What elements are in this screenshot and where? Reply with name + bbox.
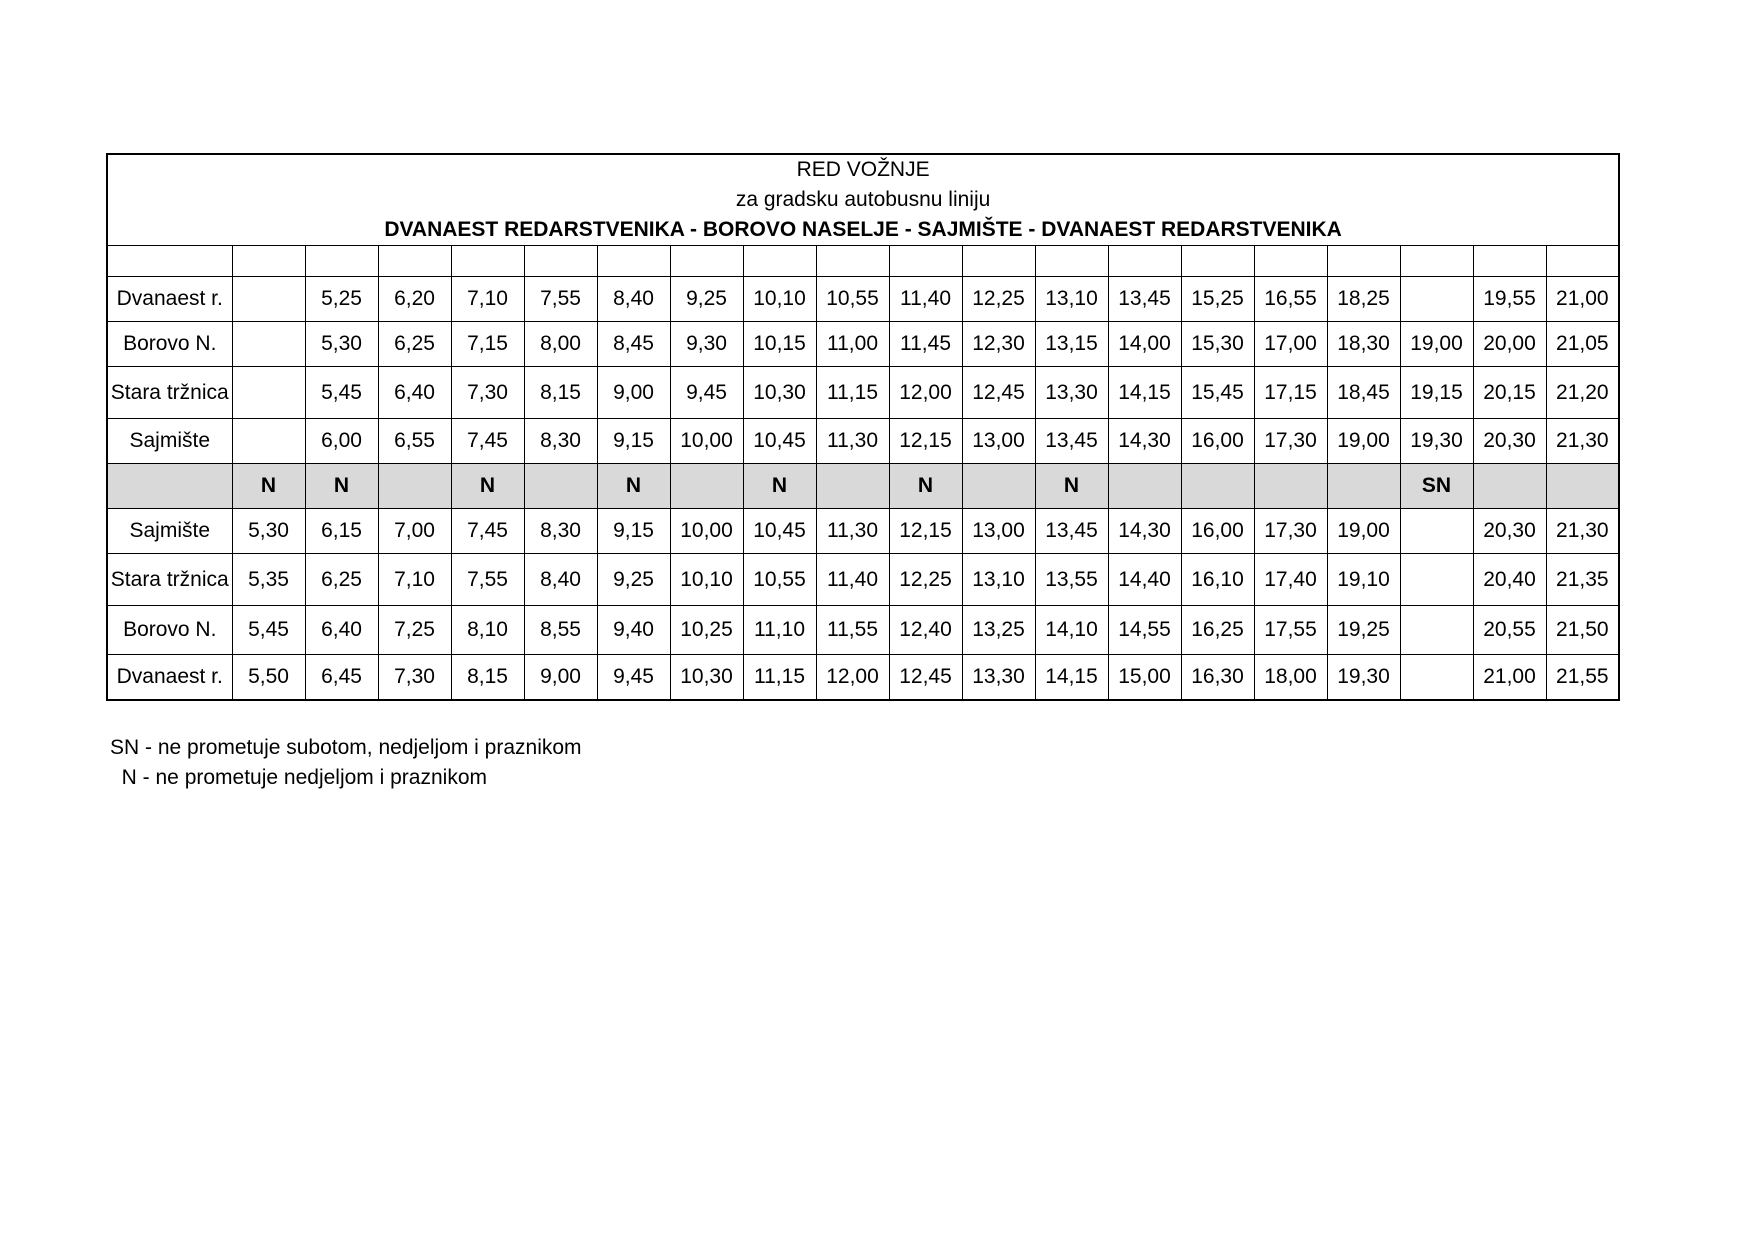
departure-time: 7,55: [451, 554, 524, 606]
departure-time: 13,15: [1035, 322, 1108, 367]
departure-time: 8,15: [451, 655, 524, 701]
service-marker: [816, 464, 889, 509]
departure-time: 8,55: [524, 606, 597, 655]
departure-time: 6,55: [378, 419, 451, 464]
return-row: [107, 606, 1619, 655]
service-marker: N: [305, 464, 378, 509]
departure-time: 5,45: [305, 367, 378, 419]
return-row: [107, 655, 1619, 701]
departure-time: 9,15: [597, 509, 670, 554]
blank-row: [107, 246, 1619, 277]
departure-time: 16,25: [1181, 606, 1254, 655]
stop-name: Stara tržnica: [107, 367, 232, 419]
blank-cell: [1400, 246, 1473, 277]
note-sn: SN - ne prometuje subotom, nedjeljom i praznikom: [110, 736, 582, 759]
departure-time: 15,00: [1108, 655, 1181, 701]
timetable-subheading: za gradsku autobusnu liniju: [735, 188, 991, 211]
stop-name: Dvanaest r.: [107, 655, 232, 701]
service-marker: [1473, 464, 1546, 509]
departure-time: 11,55: [816, 606, 889, 655]
departure-time: 19,00: [1327, 509, 1400, 554]
departure-time: 11,15: [743, 655, 816, 701]
departure-time: 21,00: [1473, 655, 1546, 701]
stop-name: Sajmište: [107, 419, 232, 464]
service-marker: [1181, 464, 1254, 509]
departure-time: 21,00: [1546, 277, 1619, 322]
marker-label-cell: [107, 464, 232, 509]
departure-time: 9,00: [597, 367, 670, 419]
departure-time: 14,15: [1035, 655, 1108, 701]
departure-time: 13,45: [1035, 509, 1108, 554]
departure-time: 5,45: [232, 606, 305, 655]
departure-time: 5,30: [305, 322, 378, 367]
departure-time: 12,45: [889, 655, 962, 701]
departure-time: 16,00: [1181, 509, 1254, 554]
departure-time: 6,00: [305, 419, 378, 464]
departure-time: 5,25: [305, 277, 378, 322]
departure-time: 10,00: [670, 419, 743, 464]
departure-time: 10,15: [743, 322, 816, 367]
stop-name: Dvanaest r.: [107, 277, 232, 322]
departure-time: 14,15: [1108, 367, 1181, 419]
departure-time: 10,30: [743, 367, 816, 419]
outbound-row: [107, 322, 1619, 367]
departure-time: 9,45: [597, 655, 670, 701]
departure-time: 20,30: [1473, 509, 1546, 554]
blank-cell: [670, 246, 743, 277]
service-marker: N: [1035, 464, 1108, 509]
departure-time: 7,15: [451, 322, 524, 367]
blank-cell: [1181, 246, 1254, 277]
departure-time: 15,45: [1181, 367, 1254, 419]
departure-time: 21,30: [1546, 509, 1619, 554]
departure-time: 14,55: [1108, 606, 1181, 655]
blank-cell: [743, 246, 816, 277]
stop-name: Borovo N.: [107, 606, 232, 655]
service-marker: [1254, 464, 1327, 509]
departure-time: [1400, 554, 1473, 606]
blank-cell: [1035, 246, 1108, 277]
departure-time: 21,50: [1546, 606, 1619, 655]
departure-time: 11,40: [889, 277, 962, 322]
service-marker: N: [451, 464, 524, 509]
departure-time: 8,40: [597, 277, 670, 322]
departure-time: 8,30: [524, 419, 597, 464]
departure-time: [1400, 509, 1473, 554]
departure-time: 12,45: [962, 367, 1035, 419]
blank-cell: [597, 246, 670, 277]
departure-time: 8,00: [524, 322, 597, 367]
departure-time: 9,25: [670, 277, 743, 322]
departure-time: 13,30: [1035, 367, 1108, 419]
service-marker-row: [107, 464, 1619, 509]
departure-time: 14,30: [1108, 419, 1181, 464]
departure-time: 11,30: [816, 509, 889, 554]
departure-time: 12,00: [816, 655, 889, 701]
outbound-row: [107, 419, 1619, 464]
departure-time: 7,25: [378, 606, 451, 655]
departure-time: 9,15: [597, 419, 670, 464]
departure-time: 13,10: [962, 554, 1035, 606]
departure-time: 8,40: [524, 554, 597, 606]
service-marker: [1327, 464, 1400, 509]
service-marker: N: [597, 464, 670, 509]
blank-cell: [232, 246, 305, 277]
departure-time: 19,30: [1400, 419, 1473, 464]
blank-cell: [107, 246, 232, 277]
departure-time: 11,40: [816, 554, 889, 606]
departure-time: 21,05: [1546, 322, 1619, 367]
departure-time: 12,40: [889, 606, 962, 655]
service-marker: [378, 464, 451, 509]
departure-time: 7,30: [451, 367, 524, 419]
departure-time: 18,00: [1254, 655, 1327, 701]
departure-time: 19,00: [1327, 419, 1400, 464]
departure-time: 16,10: [1181, 554, 1254, 606]
departure-time: 15,30: [1181, 322, 1254, 367]
departure-time: 10,25: [670, 606, 743, 655]
departure-time: [1400, 655, 1473, 701]
departure-time: 18,30: [1327, 322, 1400, 367]
departure-time: 21,55: [1546, 655, 1619, 701]
departure-time: 6,40: [305, 606, 378, 655]
blank-cell: [1254, 246, 1327, 277]
departure-time: 8,30: [524, 509, 597, 554]
departure-time: 6,15: [305, 509, 378, 554]
departure-time: 11,10: [743, 606, 816, 655]
departure-time: 13,45: [1108, 277, 1181, 322]
departure-time: 21,20: [1546, 367, 1619, 419]
departure-time: 20,40: [1473, 554, 1546, 606]
return-row: [107, 554, 1619, 606]
departure-time: 17,00: [1254, 322, 1327, 367]
departure-time: 14,40: [1108, 554, 1181, 606]
blank-cell: [451, 246, 524, 277]
departure-time: [1400, 606, 1473, 655]
departure-time: 20,00: [1473, 322, 1546, 367]
departure-time: 19,10: [1327, 554, 1400, 606]
departure-time: 10,30: [670, 655, 743, 701]
departure-time: 13,00: [962, 419, 1035, 464]
departure-time: 7,00: [378, 509, 451, 554]
blank-cell: [889, 246, 962, 277]
departure-time: 11,00: [816, 322, 889, 367]
departure-time: 7,45: [451, 509, 524, 554]
departure-time: 20,55: [1473, 606, 1546, 655]
departure-time: 18,25: [1327, 277, 1400, 322]
departure-time: 14,00: [1108, 322, 1181, 367]
departure-time: 10,10: [743, 277, 816, 322]
departure-time: 17,30: [1254, 419, 1327, 464]
departure-time: 10,00: [670, 509, 743, 554]
blank-cell: [378, 246, 451, 277]
departure-time: 12,00: [889, 367, 962, 419]
departure-time: 5,35: [232, 554, 305, 606]
departure-time: 17,30: [1254, 509, 1327, 554]
departure-time: 19,15: [1400, 367, 1473, 419]
blank-cell: [816, 246, 889, 277]
departure-time: 12,30: [962, 322, 1035, 367]
departure-time: 12,15: [889, 419, 962, 464]
departure-time: 12,15: [889, 509, 962, 554]
service-marker: [524, 464, 597, 509]
departure-time: 13,45: [1035, 419, 1108, 464]
departure-time: 13,25: [962, 606, 1035, 655]
departure-time: 13,55: [1035, 554, 1108, 606]
departure-time: 18,45: [1327, 367, 1400, 419]
title-cell: [107, 154, 1619, 246]
departure-time: 6,25: [305, 554, 378, 606]
blank-cell: [1327, 246, 1400, 277]
outbound-row: [107, 277, 1619, 322]
departure-time: 14,10: [1035, 606, 1108, 655]
departure-time: 21,35: [1546, 554, 1619, 606]
departure-time: 15,25: [1181, 277, 1254, 322]
service-marker: [962, 464, 1035, 509]
departure-time: 10,10: [670, 554, 743, 606]
departure-time: 7,30: [378, 655, 451, 701]
departure-time: 19,30: [1327, 655, 1400, 701]
title-row: [107, 154, 1619, 246]
departure-time: 11,15: [816, 367, 889, 419]
departure-time: 12,25: [962, 277, 1035, 322]
departure-time: 10,55: [743, 554, 816, 606]
service-marker: [1108, 464, 1181, 509]
departure-time: 19,55: [1473, 277, 1546, 322]
note-n: N - ne prometuje nedjeljom i praznikom: [110, 766, 487, 789]
departure-time: [232, 322, 305, 367]
blank-cell: [1473, 246, 1546, 277]
departure-time: 6,45: [305, 655, 378, 701]
departure-time: 13,00: [962, 509, 1035, 554]
blank-cell: [524, 246, 597, 277]
departure-time: 6,25: [378, 322, 451, 367]
service-marker: N: [232, 464, 305, 509]
legend-notes: [110, 733, 582, 793]
departure-time: 13,30: [962, 655, 1035, 701]
blank-cell: [1546, 246, 1619, 277]
service-marker: [670, 464, 743, 509]
departure-time: 20,30: [1473, 419, 1546, 464]
departure-time: 19,00: [1400, 322, 1473, 367]
stop-name: Stara tržnica: [107, 554, 232, 606]
departure-time: [232, 419, 305, 464]
departure-time: 9,25: [597, 554, 670, 606]
outbound-row: [107, 367, 1619, 419]
departure-time: 21,30: [1546, 419, 1619, 464]
stop-name: Borovo N.: [107, 322, 232, 367]
departure-time: 10,55: [816, 277, 889, 322]
service-marker: N: [889, 464, 962, 509]
departure-time: [232, 277, 305, 322]
departure-time: 7,55: [524, 277, 597, 322]
service-marker: N: [743, 464, 816, 509]
blank-cell: [1108, 246, 1181, 277]
departure-time: 13,10: [1035, 277, 1108, 322]
departure-time: 9,45: [670, 367, 743, 419]
departure-time: 17,55: [1254, 606, 1327, 655]
service-marker: [1546, 464, 1619, 509]
departure-time: 5,50: [232, 655, 305, 701]
departure-time: 7,10: [378, 554, 451, 606]
timetable-heading: RED VOŽNJE: [796, 158, 930, 181]
departure-time: 16,00: [1181, 419, 1254, 464]
departure-time: 12,25: [889, 554, 962, 606]
departure-time: 11,45: [889, 322, 962, 367]
departure-time: 17,15: [1254, 367, 1327, 419]
departure-time: 14,30: [1108, 509, 1181, 554]
departure-time: 6,40: [378, 367, 451, 419]
departure-time: 9,00: [524, 655, 597, 701]
departure-time: 8,45: [597, 322, 670, 367]
departure-time: 19,25: [1327, 606, 1400, 655]
departure-time: 7,45: [451, 419, 524, 464]
blank-cell: [962, 246, 1035, 277]
departure-time: 16,30: [1181, 655, 1254, 701]
departure-time: 11,30: [816, 419, 889, 464]
departure-time: 10,45: [743, 419, 816, 464]
departure-time: [1400, 277, 1473, 322]
route-name: DVANAEST REDARSTVENIKA - BOROVO NASELJE - SAJMIŠTE - DVANAEST REDARSTVENIKA: [384, 218, 1342, 241]
timetable: [106, 153, 1620, 701]
departure-time: 7,10: [451, 277, 524, 322]
departure-time: 8,10: [451, 606, 524, 655]
departure-time: 6,20: [378, 277, 451, 322]
departure-time: 5,30: [232, 509, 305, 554]
departure-time: 8,15: [524, 367, 597, 419]
departure-time: 16,55: [1254, 277, 1327, 322]
departure-time: 10,45: [743, 509, 816, 554]
service-marker: SN: [1400, 464, 1473, 509]
stop-name: Sajmište: [107, 509, 232, 554]
departure-time: [232, 367, 305, 419]
departure-time: 20,15: [1473, 367, 1546, 419]
return-row: [107, 509, 1619, 554]
departure-time: 9,40: [597, 606, 670, 655]
departure-time: 9,30: [670, 322, 743, 367]
departure-time: 17,40: [1254, 554, 1327, 606]
blank-cell: [305, 246, 378, 277]
